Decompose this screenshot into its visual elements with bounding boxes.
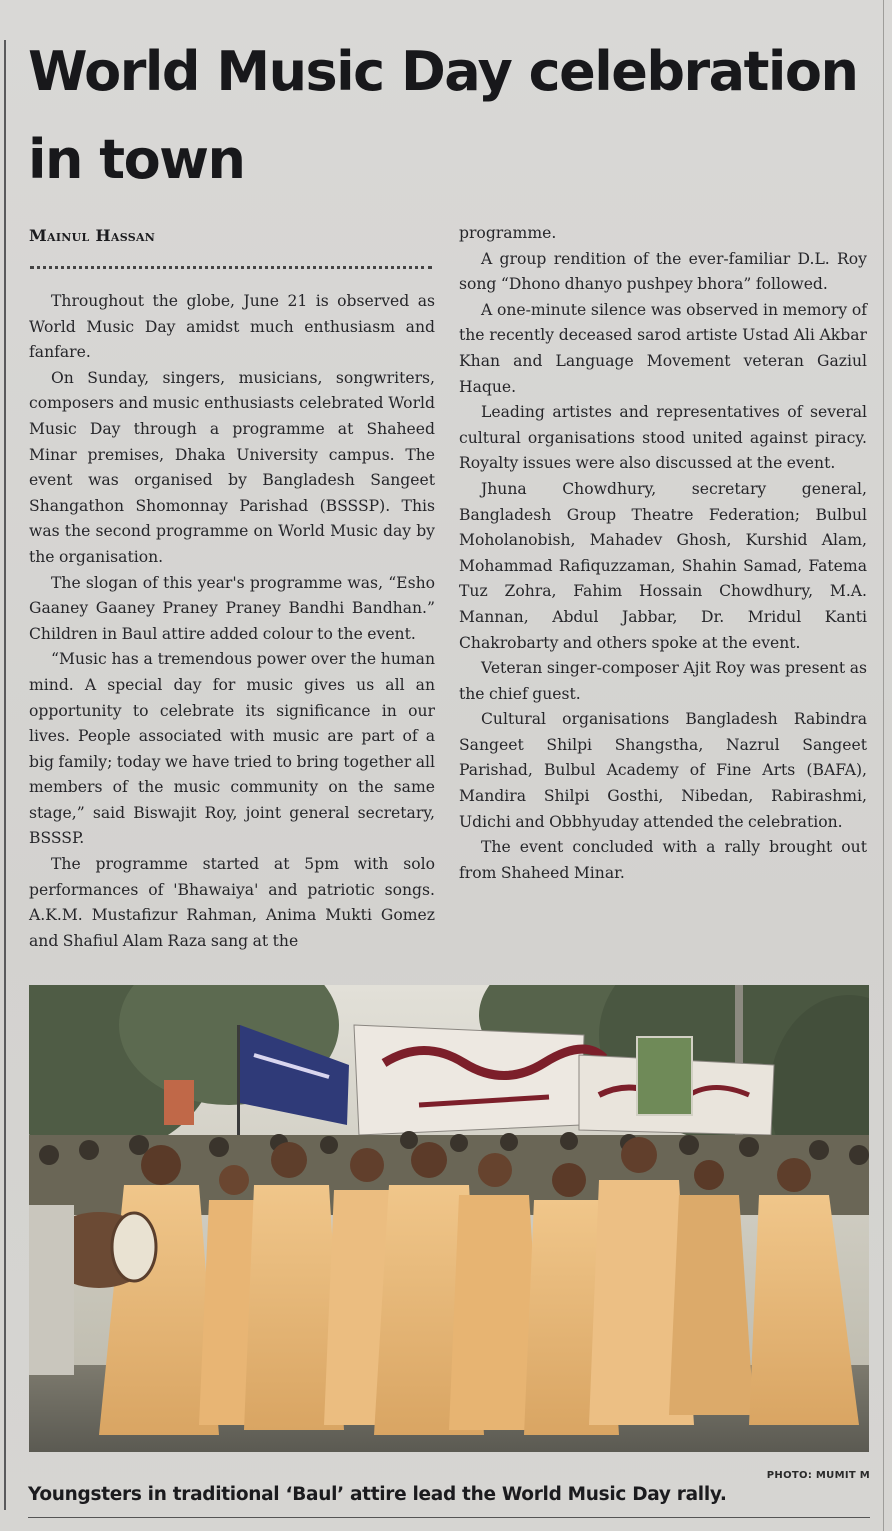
paragraph: The event concluded with a rally brought out from Shaheed Minar. xyxy=(459,838,867,882)
headline: World Music Day celebration in town xyxy=(28,40,858,191)
article-column-left xyxy=(29,289,435,954)
photo-caption: Youngsters in traditional ‘Baul’ attire lead the World Music Day rally. xyxy=(28,1484,727,1505)
banner-small xyxy=(164,1080,194,1125)
paragraph: A group rendition of the ever-familiar D.L. Roy song “Dhono dhanyo pushpey bhora” followed. xyxy=(459,249,867,294)
paragraph: programme. xyxy=(459,224,557,242)
bottom-rule xyxy=(28,1517,870,1518)
paragraph: Jhuna Chowdhury, secretary general, Bangladesh Group Theatre Federation; Bulbul Moholanobish, Mahadev Ghosh, Kurshid Alam, Mohammad Rafiquzzaman, Shahin Samad, Fatema Tuz Zohra, Fahim Hossain Chowdhury, M.A. Mannan, Abdul Jabbar, Dr. Mridul Kanti Chakrobarty and others spoke at the event. xyxy=(459,479,867,652)
paragraph: “Music has a tremendous power over the human mind. A special day for music gives us all an opportunity to celebrate its significance in our lives. People associated with music are part of a big family; today we have tried to bring together all members of the music community on the same stage,” said Biswajit Roy, joint general secretary, BSSSP. xyxy=(29,650,435,848)
photo-credit: PHOTO: MUMIT M xyxy=(766,1470,870,1481)
paragraph: Leading artistes and representatives of several cultural organisations stood united against piracy. Royalty issues were also discussed at the event. xyxy=(459,403,867,473)
byline-dotted-rule xyxy=(30,266,432,269)
rally-photo xyxy=(29,985,869,1452)
article-column-right xyxy=(459,221,867,886)
paragraph: The programme started at 5pm with solo performances of 'Bhawaiya' and patriotic songs. A.K.M. Mustafizur Rahman, Anima Mukti Gomez and Shafiul Alam Raza sang at the xyxy=(29,855,435,950)
paragraph: Cultural organisations Bangladesh Rabindra Sangeet Shilpi Shangstha, Nazrul Sangeet Parishad, Bulbul Academy of Fine Arts (BAFA), Mandira Shilpi Gosthi, Nibedan, Rabirashmi, Udichi and Obbhyuday attended the celebration. xyxy=(459,710,867,831)
right-page-rule xyxy=(883,0,884,1531)
byline: Mainul Hassan xyxy=(29,226,156,245)
paragraph: A one-minute silence was observed in memory of the recently deceased sarod artiste Ustad Ali Akbar Khan and Language Movement veteran Gaziul Haque. xyxy=(459,300,867,396)
paragraph: Veteran singer-composer Ajit Roy was present as the chief guest. xyxy=(459,659,867,703)
rally-photo-illustration xyxy=(29,985,869,1452)
left-column-rule xyxy=(4,40,6,1510)
paragraph: Throughout the globe, June 21 is observed as World Music Day amidst much enthusiasm and fanfare. xyxy=(29,292,435,362)
paragraph: On Sunday, singers, musicians, songwriters, composers and music enthusiasts celebrated World Music Day through a programme at Shaheed Minar premises, Dhaka University campus. The event was organised by Bangladesh Sangeet Shangathon Shomonnay Parishad (BSSSP). This was the second programme on World Music day by the organisation. xyxy=(29,368,435,566)
paragraph: The slogan of this year's programme was, “Esho Gaaney Gaaney Praney Praney Bandhi Bandhan.” Children in Baul attire added colour to the event. xyxy=(29,573,435,643)
banner-main xyxy=(354,1025,604,1135)
